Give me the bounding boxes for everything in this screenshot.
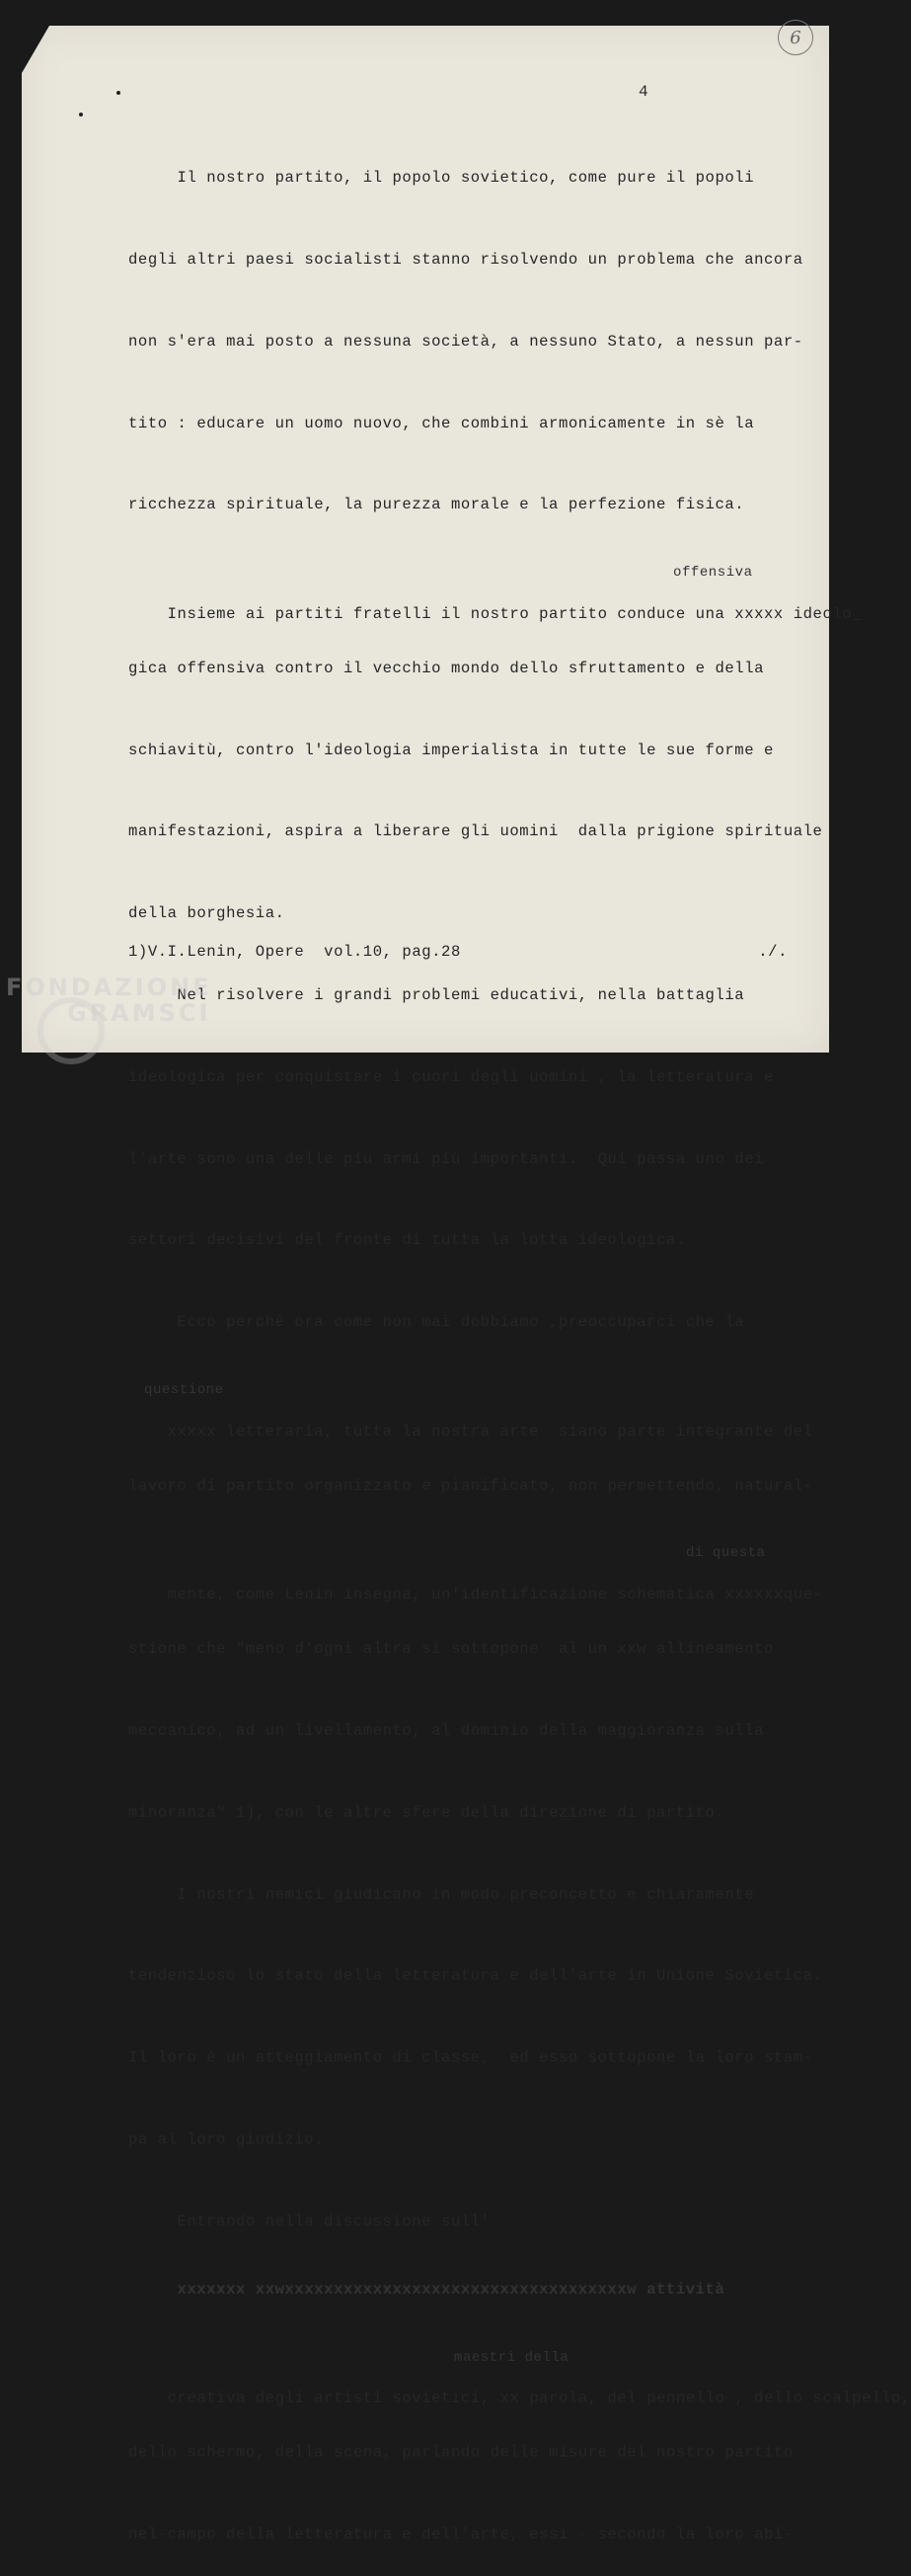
text-line: Il nostro partito, il popolo sovietico, come pure il popoli [128, 169, 755, 188]
text-line: stione che "meno d'ogni altra si sottopone al un xxw allineamento [128, 1640, 774, 1659]
text-line: manifestazioni, aspira a liberare gli uomini dalla prigione spirituale [128, 822, 823, 841]
text-line: l'arte sono una delle piu armi più importanti. Qui passa uno dei [128, 1149, 765, 1168]
continuation-mark: ./. [758, 943, 788, 961]
text-line-content: mente, come Lenin insegna, un'identificazione schematica xxxxxxque- [167, 1586, 823, 1604]
text-line [128, 1545, 823, 1604]
text-line: minoranza" 1), con le altre sfere della direzione di partito. [128, 1803, 725, 1822]
page-mark-circled: 6 [778, 20, 813, 55]
text-line [128, 2349, 911, 2408]
handwritten-insert: maestri della [454, 2349, 569, 2366]
watermark-line: FONDAZIONE [6, 974, 212, 1001]
text-line: schiavitù, contro l'ideologia imperialista in tutte le sue forme e [128, 741, 774, 759]
handwritten-insert: di questa [686, 1545, 766, 1562]
text-line: Il loro è un atteggiamento di classe, ed esso sottopone la loro stam- [128, 2049, 813, 2068]
handwritten-insert: offensiva [673, 565, 753, 582]
text-line [128, 1381, 813, 1441]
text-line: tito : educare un uomo nuovo, che combini armonicamente in sè la [128, 414, 755, 432]
text-line: dello schermo, della scena, parlando delle misure del nostro partito [128, 2444, 794, 2462]
watermark [6, 974, 212, 1027]
text-line: ideologica per conquistare i cuori degli uomini , la letteratura e [128, 1067, 774, 1086]
text-line [128, 565, 863, 623]
footnote-text: 1)V.I.Lenin, Opere vol.10, pag.28 [128, 943, 461, 961]
text-line-content: creativa degli artisti sovietici, xx parola, del pennello , dello scalpello, [167, 2389, 911, 2408]
ink-dot [79, 113, 83, 117]
text-line: tendenzioso lo stato della letteratura e dell'arte in Unione Sovietica. [128, 1967, 823, 1986]
text-line: settori decisivi del fronte di tutta la lotta ideologica. [128, 1231, 686, 1250]
body-text [128, 111, 911, 2576]
text-line: nel-campo della letteratura e dell'arte, essi - secondo la loro abi- [128, 2526, 794, 2544]
text-line-content: Insieme ai partiti fratelli il nostro partito conduce una xxxxx ideolo_ [167, 604, 863, 623]
page-number: 4 [639, 83, 648, 101]
text-line: lavoro di partito organizzato e pianificato, non permettendo, natural- [128, 1476, 813, 1495]
text-line: Nel risolvere i grandi problemi educativi, nella battaglia [128, 986, 745, 1004]
handwritten-insert: questione [144, 1381, 224, 1398]
text-line: meccanico, ad un livellamento, al dominio della maggioranza sulla [128, 1722, 765, 1741]
text-line: Entrando nella discussione sull' [128, 2212, 491, 2230]
text-line-content: xxxxx letteraria, tutta la nostra arte siano parte integrante del [167, 1422, 813, 1441]
watermark-line: GRAMSCI [67, 999, 211, 1027]
text-line-struck: xxxxxxx xxwxxxxxxxxxxxxxxxxxxxxxxxxxxxxxxxxxxxw attività [128, 2280, 725, 2299]
text-line: pa al loro giudizio. [128, 2130, 325, 2148]
text-line: ricchezza spirituale, la purezza morale e la perfezione fisica. [128, 496, 745, 514]
text-line: della borghesia. [128, 904, 285, 923]
text-line: Ecco perchè ora come non mai dobbiamo ,preoccuparci che la [128, 1313, 745, 1332]
text-line: non s'era mai posto a nessuna società, a nessuno Stato, a nessun par- [128, 332, 803, 351]
ink-dot [116, 91, 120, 95]
text-line: I nostri nemici giudicano in modo preconcetto e chiaramente [128, 1885, 755, 1904]
text-line: degli altri paesi socialisti stanno risolvendo un problema che ancora [128, 250, 803, 269]
torn-corner [22, 26, 49, 73]
footnote [128, 943, 799, 961]
text-line: gica offensiva contro il vecchio mondo dello sfruttamento e della [128, 659, 765, 677]
